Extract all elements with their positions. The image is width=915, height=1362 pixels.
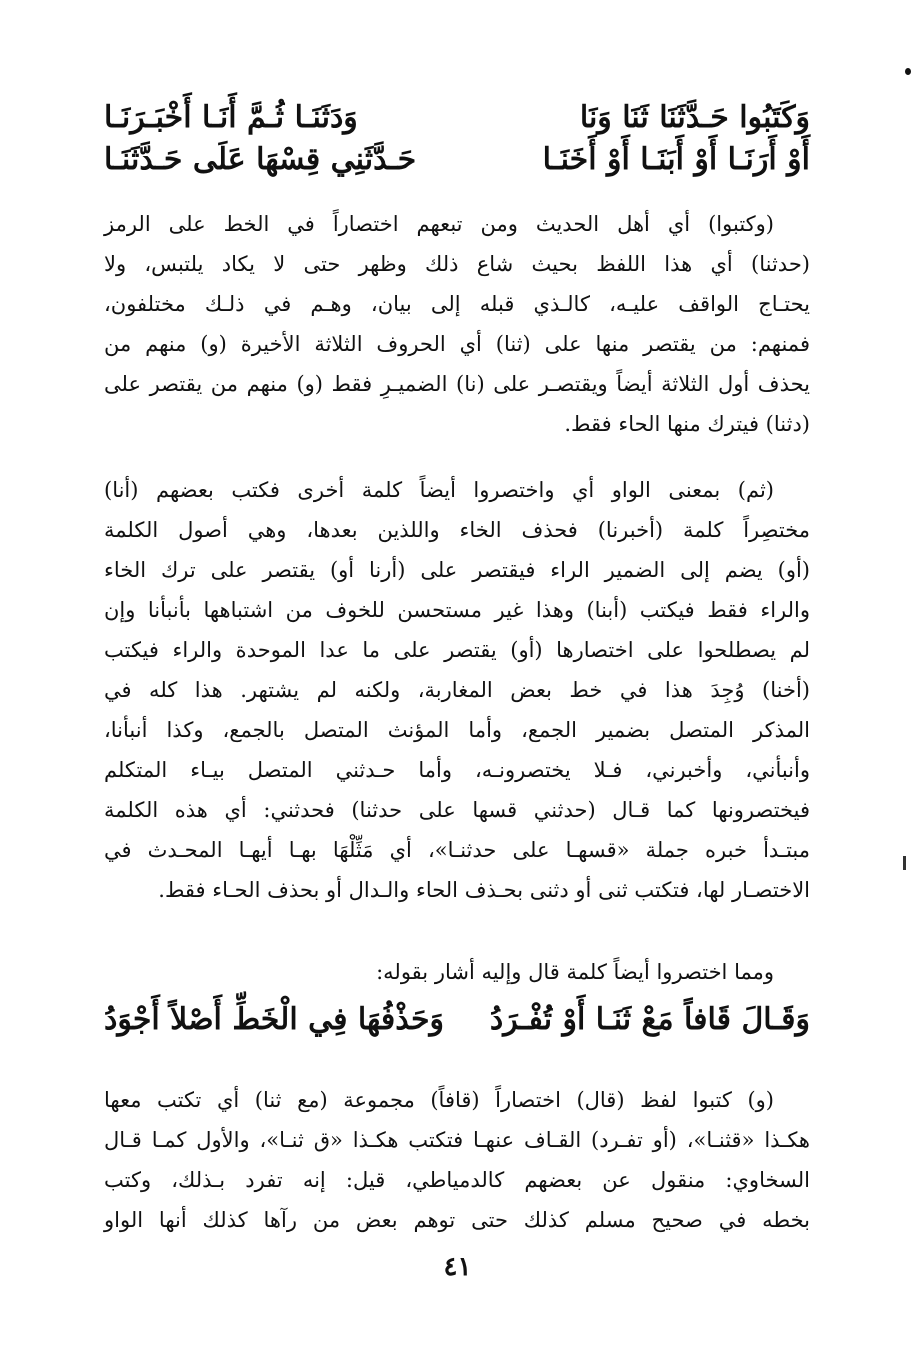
text-line: بخطه في صحيح مسلم كذلك حتى توهم بعض من رآها كذلك أنها الواو [104,1208,810,1232]
text-line: السخاوي: منقول عن بعضهم كالدمياطي، قيل: إنه تفرد بـذلك، وكتب [104,1168,810,1192]
text-line: مبتـدأ خبره جملة «قسهـا على حدثنـا»، أي مَثِّلْهَا بهـا أيهـا المحـدث في [104,838,810,862]
text-line: الاختصـار لها، فتكتب ثنى أو دثنى بحـذف الحاء والـدال أو بحذف الحـاء فقط. [158,878,810,902]
verse-hemistich-right: وَكَتَبُوا حَـدَّثَنَا ثَنَا وَنَا [579,100,810,135]
verse-hemistich-right: وَقَـالَ قَافاً مَعْ ثَنَـا أَوْ تُفْـرَدُ [489,1002,810,1037]
text-line: فيختصرونها كما قـال (حدثني قسها على حدثنا) فحدثني: أي هذه الكلمة [104,798,810,822]
text-line: وأنبأني، وأخبرني، فـلا يختصرونـه، وأما حـدثني المتصل بيـاء المتكلم [104,758,810,782]
margin-mark [903,856,906,870]
commentary-paragraph [104,204,810,444]
text-line: هكـذا «قثنـا»، (أو تفـرد) القـاف عنهـا فتكتب هكـذا «ق ثنـا»، والأول كمـا قـال [104,1128,810,1152]
verse-hemistich-left: وَدَثَنَـا ثُـمَّ أَنَـا أَخْبَـرَنَـا [104,100,358,135]
text-line: (وكتبوا) أي أهل الحديث ومن تبعهم اختصاراً في الخط على الرمز [104,212,774,236]
text-line: ومما اختصروا أيضاً كلمة قال وإليه أشار بقوله: [376,960,774,984]
commentary-paragraph [104,470,810,910]
text-line: والراء فقط فيكتب (أبنا) وهذا غير مستحسن للخوف من اشتباهها بأنبأنا وإن [104,598,810,622]
margin-mark [905,68,911,75]
text-line: (و) كتبوا لفظ (قال) اختصاراً (قافاً) مجموعة (مع ثنا) أي تكتب معها [104,1088,774,1112]
text-line: يحتـاج الواقف عليـه، كالـذي قبله إلى بيان، وهـم في ذلـك مختلفون، [104,292,810,316]
verse-line [104,1000,810,1040]
text-line: (أو) يضم إلى الضمير الراء فيقتصر على (أرنا أو) يقتصر على ترك الخاء [104,558,810,582]
text-line: لم يصطلحوا على اختصارها (أو) يقتصر على ما عدا الموحدة والراء فيكتب [104,638,810,662]
intro-line [104,952,810,992]
text-line: يحذف أول الثلاثة أيضاً ويقتصـر على (نا) الضميـرِ فقط (و) منهم من يقتصر على [104,372,810,396]
text-line: مختصِراً كلمة (أخبرنا) فحذف الخاء واللذين بعدها، وهي أصول الكلمة [104,518,810,542]
verse-line [104,98,810,138]
verse-line [104,140,810,180]
page-number: ٤١ [443,1252,472,1282]
text-line: فمنهم: من يقتصر منها على (ثنا) أي الحروف الثلاثة الأخيرة (و) منهم من [104,332,810,356]
text-line: (دثنا) فيترك منها الحاء فقط. [564,412,810,436]
verse-hemistich-left: وَحَذْفُهَا فِي الْخَطِّ أَصْلاً أَجْوَدُ [104,1002,444,1037]
verse-hemistich-right: أَوْ أَرَنَـا أَوْ أَبَنَـا أَوْ أَخَنَـا [542,142,810,177]
verse-hemistich-left: حَـدَّثَنِي قِسْهَا عَلَى حَـدَّثَنَـا [104,142,417,177]
commentary-paragraph [104,1080,810,1240]
text-line: (ثم) بمعنى الواو أي واختصروا أيضاً كلمة أخرى فكتب بعضهم (أنا) [104,478,774,502]
text-line: المذكر المتصل بضمير الجمع، وأما المؤنث المتصل بالجمع، وكذا أنبأنا، [104,718,810,742]
text-line: (حدثنا) أي هذا اللفظ بحيث شاع ذلك وظهر حتى لا يكاد يلتبس، ولا [104,252,810,276]
text-line: (أخنا) وُجِدَ هذا في خط بعض المغاربة، ولكنه لم يشتهر. هذا كله في [104,678,810,702]
